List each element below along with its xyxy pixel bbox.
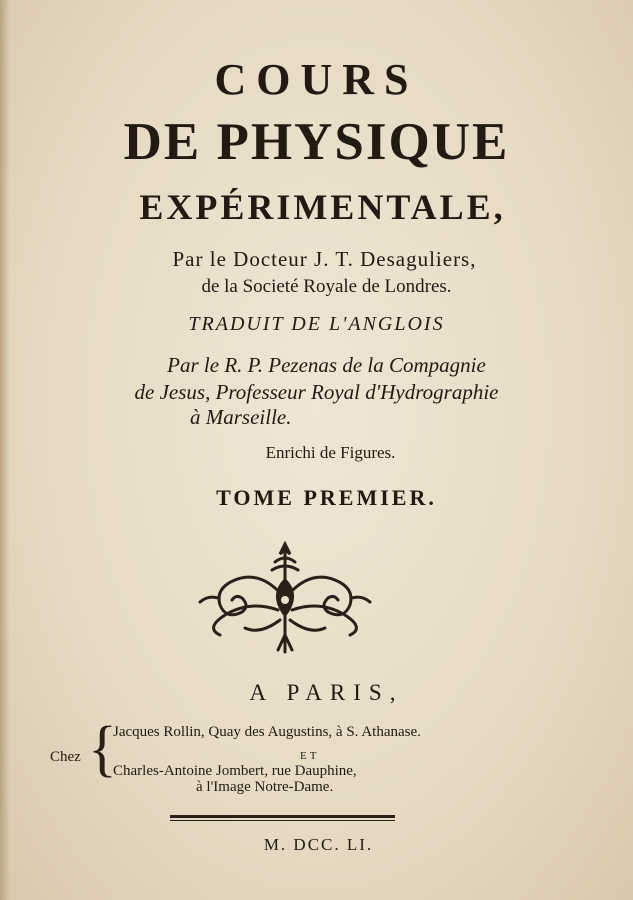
translator-line-3: à Marseille. — [190, 405, 292, 429]
title-line-1: COURS — [214, 55, 419, 104]
title-line-3: EXPÉRIMENTALE, — [139, 187, 506, 227]
author-line-1: Par le Docteur J. T. Desaguliers, — [172, 247, 477, 271]
publisher-line-3: à l'Image Notre-Dame. — [196, 779, 334, 795]
brace-icon: { — [88, 713, 117, 783]
double-rule-thick — [170, 815, 395, 818]
publication-date: M. DCC. LI. — [263, 835, 374, 854]
volume-label: TOME PREMIER. — [216, 485, 437, 510]
title-line-2: DE PHYSIQUE — [123, 113, 510, 171]
publisher-conjunction: ET — [300, 750, 320, 762]
translator-line-1: Par le R. P. Pezenas de la Compagnie — [167, 353, 486, 377]
place-of-publication: A PARIS, — [249, 680, 404, 705]
publisher-line-1: Jacques Rollin, Quay des Augustins, à S. Athanase. — [113, 724, 421, 740]
translation-heading: TRADUIT DE L'ANGLOIS — [188, 313, 445, 335]
figures-note: Enrichi de Figures. — [265, 443, 396, 462]
fleuron-ornament-icon — [190, 540, 380, 660]
translator-line-2: de Jesus, Professeur Royal d'Hydrographie — [134, 380, 499, 404]
chez-label: Chez — [50, 749, 81, 765]
double-rule-thin — [170, 820, 395, 821]
publisher-line-2: Charles-Antoine Jombert, rue Dauphine, — [113, 763, 357, 779]
author-line-2: de la Societé Royale de Londres. — [201, 276, 452, 297]
